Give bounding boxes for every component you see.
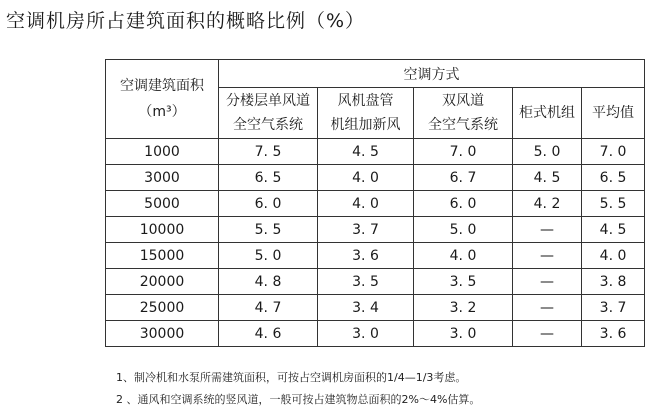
value-cell: 4. 5 (318, 139, 414, 165)
value-cell: — (513, 217, 582, 243)
column-header-line: 柜式机组 (519, 105, 575, 121)
area-header-unit: （m³） (138, 104, 186, 120)
value-cell: 4. 0 (318, 191, 414, 217)
value-cell: 3. 6 (318, 243, 414, 269)
table-row (106, 243, 645, 269)
value-cell: 3. 7 (582, 295, 645, 321)
value-cell: 7. 5 (219, 139, 318, 165)
value-cell: 6. 0 (219, 191, 318, 217)
value-cell: 3. 2 (414, 295, 513, 321)
value-cell: 4. 0 (582, 243, 645, 269)
value-cell: — (513, 243, 582, 269)
column-header-average (582, 88, 645, 139)
group-header: 空调方式 (219, 60, 645, 88)
value-cell: — (513, 295, 582, 321)
value-cell: 3. 6 (582, 321, 645, 347)
column-header-fan-coil (318, 88, 414, 139)
value-cell: 5. 0 (513, 139, 582, 165)
value-cell: 5. 5 (582, 191, 645, 217)
value-cell: 6. 7 (414, 165, 513, 191)
footnote: 2 、通风和空调系统的竖风道，一般可按占建筑物总面积的2%～4%估算。 (116, 393, 481, 406)
column-header-dual-duct (414, 88, 513, 139)
column-header-line: 双风道 (442, 93, 484, 109)
area-header-line1: 空调建筑面积 (120, 78, 204, 94)
area-cell: 15000 (106, 243, 219, 269)
column-header-line: 平均值 (592, 105, 635, 121)
value-cell: 4. 5 (582, 217, 645, 243)
column-header-line: 机组加新风 (330, 117, 401, 133)
value-cell: 7. 0 (414, 139, 513, 165)
table-body (106, 139, 645, 347)
table-row (106, 217, 645, 243)
value-cell: 3. 5 (414, 269, 513, 295)
value-cell: 3. 4 (318, 295, 414, 321)
value-cell: 6. 0 (414, 191, 513, 217)
column-header-cabinet (513, 88, 582, 139)
value-cell: 3. 8 (582, 269, 645, 295)
value-cell: 3. 7 (318, 217, 414, 243)
value-cell: 4. 2 (513, 191, 582, 217)
area-cell: 20000 (106, 269, 219, 295)
area-column-header (106, 60, 219, 139)
footnote: 1、制冷机和水泵所需建筑面积，可按占空调机房面积的1/4—1/3考虑。 (116, 371, 467, 384)
value-cell: 4. 7 (219, 295, 318, 321)
value-cell: 5. 0 (414, 217, 513, 243)
area-cell: 5000 (106, 191, 219, 217)
value-cell: — (513, 321, 582, 347)
table-row (106, 139, 645, 165)
value-cell: 3. 0 (414, 321, 513, 347)
value-cell: 4. 0 (318, 165, 414, 191)
column-header-single-duct (219, 88, 318, 139)
table-row (106, 295, 645, 321)
table-row (106, 269, 645, 295)
value-cell: 5. 5 (219, 217, 318, 243)
value-cell: 6. 5 (582, 165, 645, 191)
area-cell: 3000 (106, 165, 219, 191)
value-cell: 3. 0 (318, 321, 414, 347)
area-cell: 25000 (106, 295, 219, 321)
ratio-table (105, 59, 645, 347)
table-row (106, 191, 645, 217)
table-row (106, 165, 645, 191)
value-cell: — (513, 269, 582, 295)
column-header-line: 全空气系统 (428, 117, 498, 133)
table-row (106, 321, 645, 347)
column-header-line: 分楼层单风道 (226, 93, 310, 109)
area-cell: 30000 (106, 321, 219, 347)
column-header-line: 全空气系统 (233, 117, 303, 133)
column-header-line: 风机盘管 (337, 93, 394, 109)
value-cell: 3. 5 (318, 269, 414, 295)
value-cell: 5. 0 (219, 243, 318, 269)
value-cell: 6. 5 (219, 165, 318, 191)
area-cell: 10000 (106, 217, 219, 243)
value-cell: 4. 5 (513, 165, 582, 191)
value-cell: 4. 0 (414, 243, 513, 269)
page-title: 空调机房所占建筑面积的概略比例（%） (6, 10, 366, 32)
area-cell: 1000 (106, 139, 219, 165)
footnotes (116, 367, 480, 411)
value-cell: 7. 0 (582, 139, 645, 165)
value-cell: 4. 8 (219, 269, 318, 295)
value-cell: 4. 6 (219, 321, 318, 347)
